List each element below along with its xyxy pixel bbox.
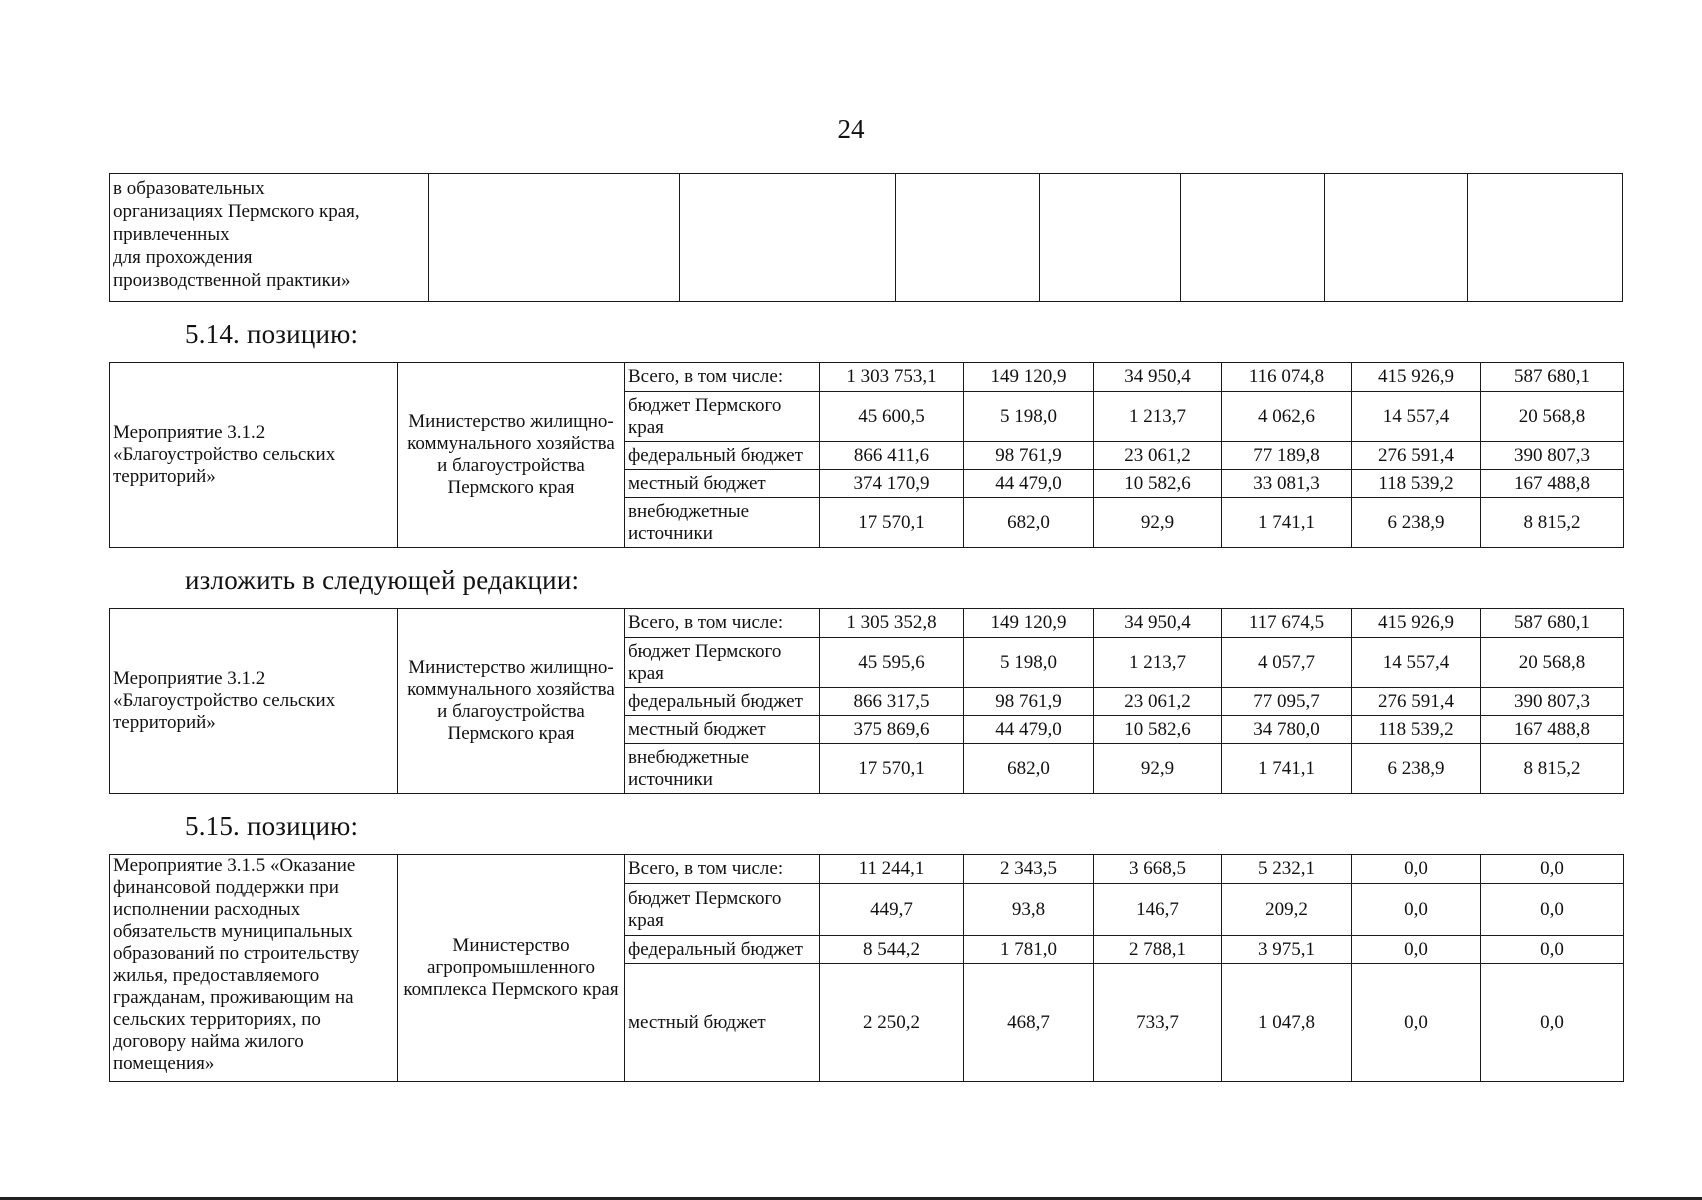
value-cell: 5 232,1: [1222, 855, 1352, 884]
value-cell: 0,0: [1481, 884, 1624, 936]
empty-cell: [679, 174, 895, 302]
value-cell: 415 926,9: [1352, 363, 1481, 392]
value-cell: 587 680,1: [1481, 609, 1624, 638]
section-heading-edit: изложить в следующей редакции:: [185, 565, 580, 595]
row-label: федеральный бюджет: [625, 442, 820, 470]
value-cell: 116 074,8: [1222, 363, 1352, 392]
value-cell: 10 582,6: [1094, 716, 1222, 744]
value-cell: 44 479,0: [964, 470, 1094, 498]
value-cell: 276 591,4: [1352, 442, 1481, 470]
value-cell: 23 061,2: [1094, 688, 1222, 716]
value-cell: 93,8: [964, 884, 1094, 936]
value-cell: 23 061,2: [1094, 442, 1222, 470]
value-cell: 2 250,2: [820, 964, 964, 1082]
table-514: [109, 362, 1624, 548]
value-cell: 33 081,3: [1222, 470, 1352, 498]
row-label: федеральный бюджет: [625, 936, 820, 964]
empty-cell: [1181, 174, 1325, 302]
value-cell: 146,7: [1094, 884, 1222, 936]
value-cell: 1 781,0: [964, 936, 1094, 964]
value-cell: 866 411,6: [820, 442, 964, 470]
value-cell: 468,7: [964, 964, 1094, 1082]
value-cell: 0,0: [1352, 855, 1481, 884]
section-heading-515: 5.15. позицию:: [185, 811, 359, 841]
value-cell: 2 343,5: [964, 855, 1094, 884]
continuation-line: привлеченных: [113, 224, 230, 245]
value-cell: 390 807,3: [1481, 688, 1624, 716]
row-label: местный бюджет: [625, 470, 820, 498]
value-cell: 2 788,1: [1094, 936, 1222, 964]
continuation-table: [109, 173, 1623, 302]
empty-cell: [895, 174, 1039, 302]
value-cell: 1 303 753,1: [820, 363, 964, 392]
value-cell: 276 591,4: [1352, 688, 1481, 716]
row-label: Всего, в том числе:: [625, 609, 820, 638]
value-cell: 6 238,9: [1352, 744, 1481, 794]
value-cell: 390 807,3: [1481, 442, 1624, 470]
value-cell: 77 189,8: [1222, 442, 1352, 470]
row-label: Всего, в том числе:: [625, 855, 820, 884]
value-cell: 118 539,2: [1352, 716, 1481, 744]
table-edit: [109, 608, 1624, 794]
value-cell: 34 950,4: [1094, 609, 1222, 638]
value-cell: 733,7: [1094, 964, 1222, 1082]
value-cell: 1 213,7: [1094, 392, 1222, 442]
value-cell: 0,0: [1352, 884, 1481, 936]
responsible-cell: Министерство жилищно-коммунального хозяйства и благоустройства Пермского края: [398, 363, 625, 548]
responsible-cell: Министерство жилищно-коммунального хозяйства и благоустройства Пермского края: [398, 609, 625, 794]
value-cell: 3 668,5: [1094, 855, 1222, 884]
empty-cell: [428, 174, 679, 302]
value-cell: 4 062,6: [1222, 392, 1352, 442]
value-cell: 14 557,4: [1352, 392, 1481, 442]
value-cell: 1 741,1: [1222, 498, 1352, 548]
event-cell: Мероприятие 3.1.2 «Благоустройство сельских территорий»: [110, 363, 398, 548]
value-cell: 20 568,8: [1481, 392, 1624, 442]
event-cell: Мероприятие 3.1.5 «Оказание финансовой поддержки при исполнении расходных обязательств муниципальных образований по строительству жилья, предоставляемого гражданам, проживающим на сельских территориях, по договору найма жилого помещения»: [110, 855, 398, 1082]
continuation-line: производственной практики»: [113, 270, 351, 291]
value-cell: 1 741,1: [1222, 744, 1352, 794]
continuation-text: [110, 174, 429, 302]
row-label: внебюджетные источники: [625, 744, 820, 794]
value-cell: 92,9: [1094, 498, 1222, 548]
continuation-line: организациях Пермского края,: [113, 201, 360, 222]
value-cell: 1 305 352,8: [820, 609, 964, 638]
value-cell: 1 047,8: [1222, 964, 1352, 1082]
row-label: бюджет Пермского края: [625, 392, 820, 442]
value-cell: 98 761,9: [964, 442, 1094, 470]
value-cell: 20 568,8: [1481, 638, 1624, 688]
value-cell: 415 926,9: [1352, 609, 1481, 638]
value-cell: 449,7: [820, 884, 964, 936]
value-cell: 1 213,7: [1094, 638, 1222, 688]
empty-cell: [1467, 174, 1622, 302]
row-label: местный бюджет: [625, 716, 820, 744]
value-cell: 167 488,8: [1481, 470, 1624, 498]
value-cell: 45 595,6: [820, 638, 964, 688]
value-cell: 682,0: [964, 744, 1094, 794]
value-cell: 149 120,9: [964, 363, 1094, 392]
value-cell: 5 198,0: [964, 638, 1094, 688]
row-label: местный бюджет: [625, 964, 820, 1082]
row-label: Всего, в том числе:: [625, 363, 820, 392]
value-cell: 17 570,1: [820, 498, 964, 548]
value-cell: 0,0: [1481, 964, 1624, 1082]
value-cell: 0,0: [1481, 855, 1624, 884]
value-cell: 149 120,9: [964, 609, 1094, 638]
value-cell: 587 680,1: [1481, 363, 1624, 392]
continuation-line: в образовательных: [113, 178, 265, 199]
value-cell: 6 238,9: [1352, 498, 1481, 548]
value-cell: 0,0: [1481, 936, 1624, 964]
value-cell: 98 761,9: [964, 688, 1094, 716]
page-number: 24: [837, 114, 865, 144]
value-cell: 682,0: [964, 498, 1094, 548]
event-cell: Мероприятие 3.1.2 «Благоустройство сельских территорий»: [110, 609, 398, 794]
empty-cell: [1039, 174, 1181, 302]
value-cell: 3 975,1: [1222, 936, 1352, 964]
value-cell: 11 244,1: [820, 855, 964, 884]
value-cell: 34 950,4: [1094, 363, 1222, 392]
responsible-cell: Министерство агропромышленного комплекса Пермского края: [398, 855, 625, 1082]
value-cell: 0,0: [1352, 936, 1481, 964]
value-cell: 118 539,2: [1352, 470, 1481, 498]
value-cell: 117 674,5: [1222, 609, 1352, 638]
continuation-line: для прохождения: [113, 247, 253, 268]
value-cell: 17 570,1: [820, 744, 964, 794]
row-label: бюджет Пермского края: [625, 638, 820, 688]
value-cell: 167 488,8: [1481, 716, 1624, 744]
value-cell: 14 557,4: [1352, 638, 1481, 688]
value-cell: 375 869,6: [820, 716, 964, 744]
section-heading-514: 5.14. позицию:: [185, 319, 359, 349]
value-cell: 5 198,0: [964, 392, 1094, 442]
value-cell: 8 815,2: [1481, 744, 1624, 794]
value-cell: 866 317,5: [820, 688, 964, 716]
value-cell: 44 479,0: [964, 716, 1094, 744]
value-cell: 0,0: [1352, 964, 1481, 1082]
row-label: бюджет Пермского края: [625, 884, 820, 936]
empty-cell: [1325, 174, 1468, 302]
value-cell: 209,2: [1222, 884, 1352, 936]
value-cell: 374 170,9: [820, 470, 964, 498]
value-cell: 77 095,7: [1222, 688, 1352, 716]
value-cell: 4 057,7: [1222, 638, 1352, 688]
table-515: [109, 854, 1624, 1082]
row-label: внебюджетные источники: [625, 498, 820, 548]
value-cell: 10 582,6: [1094, 470, 1222, 498]
value-cell: 92,9: [1094, 744, 1222, 794]
value-cell: 45 600,5: [820, 392, 964, 442]
value-cell: 34 780,0: [1222, 716, 1352, 744]
value-cell: 8 544,2: [820, 936, 964, 964]
row-label: федеральный бюджет: [625, 688, 820, 716]
value-cell: 8 815,2: [1481, 498, 1624, 548]
